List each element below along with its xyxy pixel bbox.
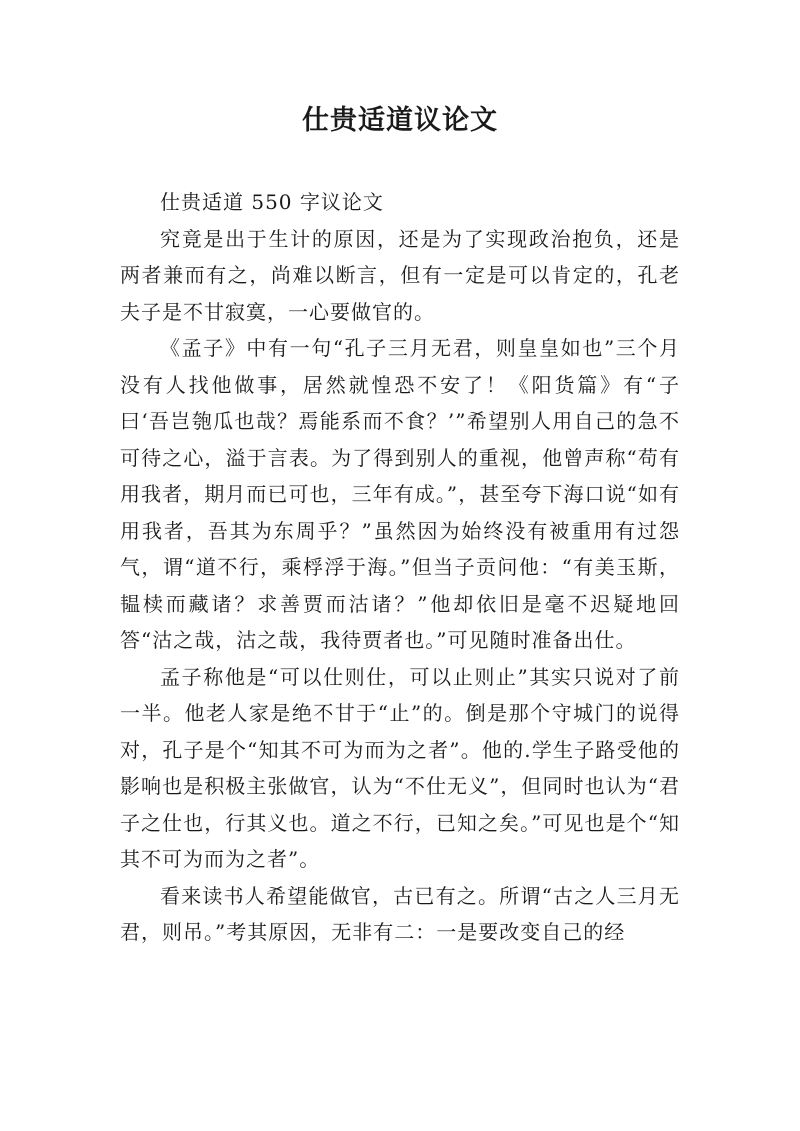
paragraph-4: 看来读书人希望能做官，古已有之。所谓“古之人三月无君，则吊。”考其原因，无非有二：一是要改变自己的经 xyxy=(120,883,680,944)
paragraph-2: 《孟子》中有一句“孔子三月无君，则皇皇如也”三个月没有人找他做事，居然就惶恐不安了！《阳货篇》有“子曰‘吾岂匏瓜也哉？焉能系而不食？’”希望别人用自己的急不可待之心，溢于言表。为了得到别人的重视，他曾声称“苟有用我者，期月而已可也，三年有成。”，甚至夸下海口说“如有用我者，吾其为东周乎？”虽然因为始终没有被重用有过怨气，谓“道不行，乘桴浮于海。”但当子贡问他：“有美玉斯，韫椟而藏诸？求善贾而沽诸？”他却依旧是毫不迟疑地回答“沽之哉，沽之哉，我待贾者也。”可见随时准备出仕。 xyxy=(120,336,680,652)
document-title: 仕贵适道议论文 xyxy=(302,105,498,136)
document-body xyxy=(120,184,680,951)
paragraph-subtitle: 仕贵适道 550 字议论文 xyxy=(160,190,384,214)
paragraph-1: 究竟是出于生计的原因，还是为了实现政治抱负，还是两者兼而有之，尚难以断言，但有一定是可以肯定的，孔老夫子是不甘寂寞，一心要做官的。 xyxy=(120,226,680,324)
paragraph-3: 孟子称他是“可以仕则仕，可以止则止”其实只说对了前一半。他老人家是绝不甘于“止”的。倒是那个守城门的说得对，孔子是个“知其不可为而为之者”。他的.学生子路受他的影响也是积极主张做官，认为“不仕无义”，但同时也认为“君子之仕也，行其义也。道之不行，已知之矣。”可见也是个“知其不可为而为之者”。 xyxy=(120,664,680,871)
